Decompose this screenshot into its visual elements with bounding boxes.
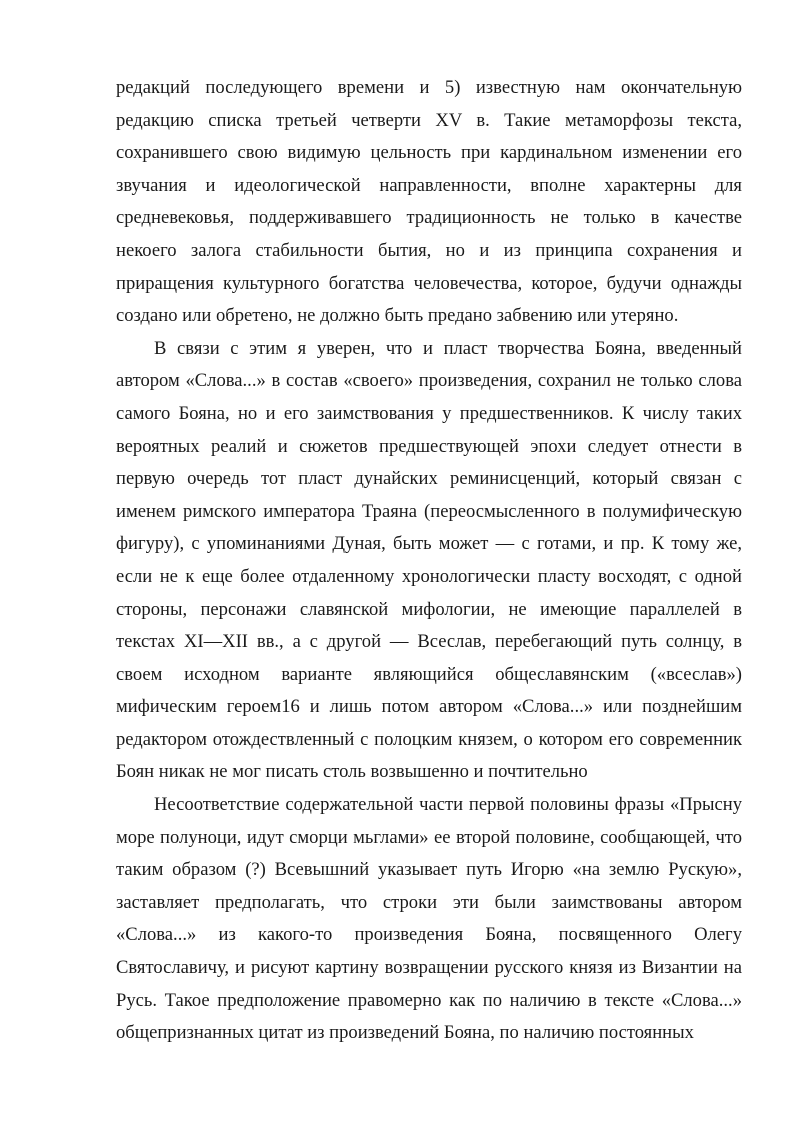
- paragraph-2: В связи с этим я уверен, что и пласт творчества Бояна, введенный автором «Слова...» в состав «своего» произведения, сохранил не только слова самого Бояна, но и его заимствования у предшественников. К числу таких вероятных реалий и сюжетов предшествующей эпохи следует отнести в первую очередь тот пласт дунайских реминисценций, который связан с именем римского императора Траяна (переосмысленного в полумифическую фигуру), с упоминаниями Дуная, быть может — с готами, и пр. К тому же, если не к еще более отдаленному хронологически пласту восходят, с одной стороны, персонажи славянской мифологии, не имеющие параллелей в текстах XI—XII вв., а с другой — Всеслав, перебегающий путь солнцу, в своем исходном варианте являющийся общеславянским («всеслав») мифическим героем16 и лишь потом автором «Слова...» или позднейшим редактором отождествленный с полоцким князем, о котором его современник Боян никак не мог писать столь возвышенно и почтительно: [116, 337, 742, 783]
- paragraph-1: редакций последующего времени и 5) известную нам окончательную редакцию списка третьей четверти XV в. Такие метаморфозы текста, сохранившего свою видимую цельность при кардинальном изменении его звучания и идеологической направленности, вполне характерны для средневековья, поддерживавшего традиционность не только в качестве некоего залога стабильности бытия, но и из принципа сохранения и приращения культурного богатства человечества, которое, будучи однажды создано или обретено, не должно быть предано забвению или утеряно.: [116, 77, 742, 327]
- paragraph-3: Несоответствие содержательной части первой половины фразы «Прысну море полуноци, идут сморци мьглами» ее второй половине, сообщающей, что таким образом (?) Всевышний указывает путь Игорю «на землю Рускую», заставляет предполагать, что строки эти были заимствованы автором «Слова...» из какого-то произведения Бояна, посвященного Олегу Святославичу, и рисуют картину возвращении русского князя из Византии на Русь. Такое предположение правомерно как по наличию в тексте «Слова...» общепризнанных цитат из произведений Бояна, по наличию постоянных: [116, 794, 742, 1044]
- body-text: [116, 72, 742, 1050]
